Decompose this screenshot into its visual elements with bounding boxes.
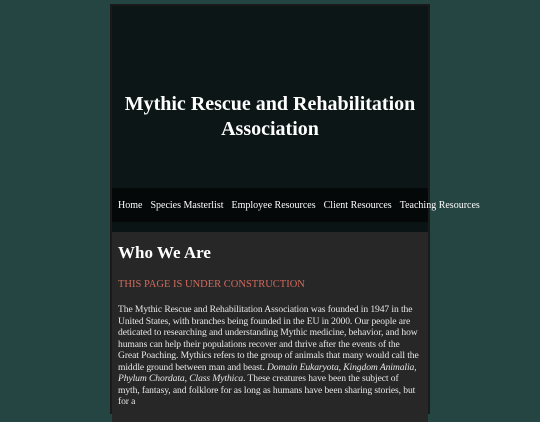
construction-notice: THIS PAGE IS UNDER CONSTRUCTION — [118, 279, 305, 290]
paragraph-taxonomy: Domain Eukaryota, Kingdom Animalia, Phylum Chordata, Class Mythica — [118, 361, 417, 384]
paragraph-text-1: The Mythic Rescue and Rehabilitation Association was founded in 1947 in the United States, with branches being founded in the EU in 2000. Our people are deticated to researching and understanding Mythic medicine, behavior, and how humans can help their populations recover and thrive after the events of the Great Poaching. Mythics refers to the group of animals that many would call the middle ground between man and beast. — [118, 304, 419, 373]
main-content — [112, 232, 428, 422]
nav-item-client-resources[interactable]: Client Resources — [323, 199, 392, 211]
nav-item-species-masterlist[interactable]: Species Masterlist — [150, 199, 224, 211]
site-title: Mythic Rescue and Rehabilitation Association — [124, 93, 416, 140]
about-paragraph — [118, 304, 422, 408]
paragraph-text-2: . These creatures have been the subject of myth, fantasy, and folklore for as long as humans have been sharing stories, but for a — [118, 373, 416, 407]
site-header — [112, 6, 428, 188]
page-container — [110, 4, 480, 414]
nav-item-employee-resources[interactable]: Employee Resources — [231, 199, 316, 211]
nav-bar — [112, 188, 480, 222]
nav-item-teaching-resources[interactable]: Teaching Resources — [399, 199, 480, 211]
page-heading: Who We Are — [118, 243, 211, 262]
nav-item-home[interactable]: Home — [118, 199, 143, 211]
